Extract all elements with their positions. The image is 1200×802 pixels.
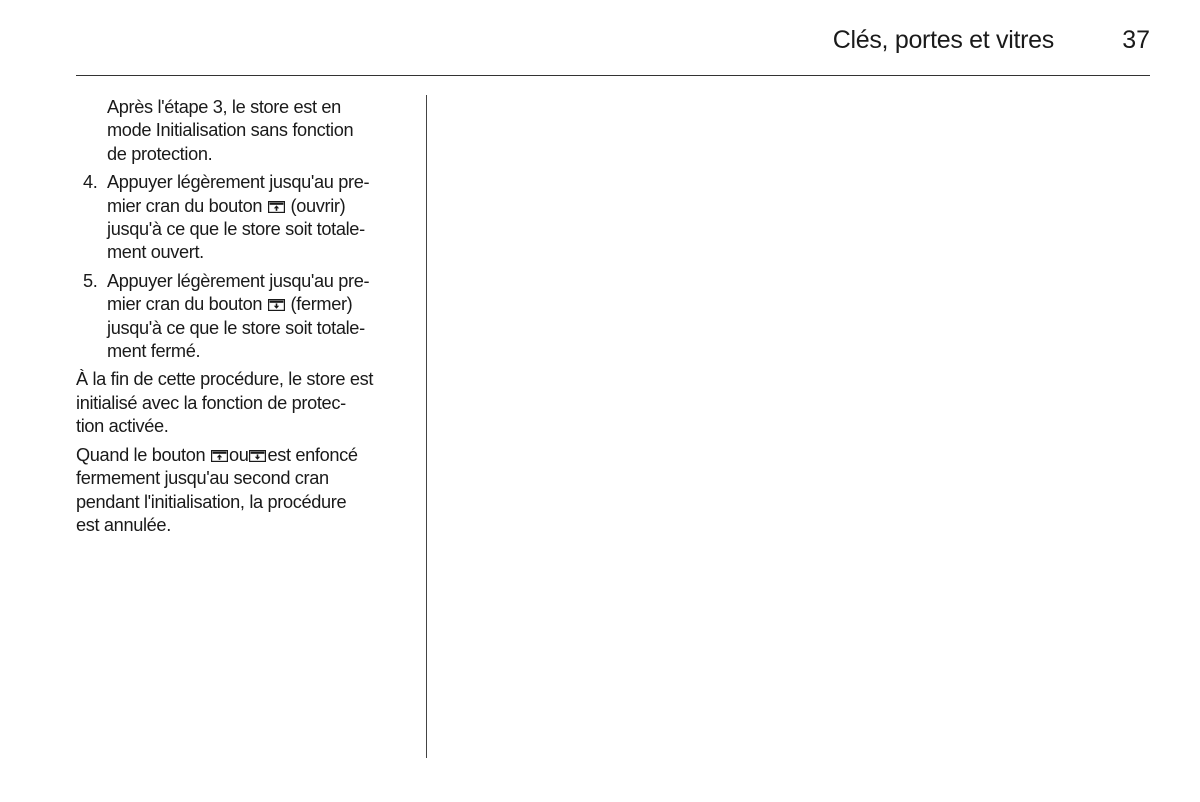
left-column <box>76 96 410 537</box>
text-fragment: ou <box>228 444 249 465</box>
text-line <box>107 195 410 218</box>
sunshade-close-button-icon <box>268 299 285 311</box>
intro-paragraph <box>76 96 410 166</box>
step-4 <box>76 171 410 265</box>
text-fragment: mier cran du bouton <box>107 294 263 315</box>
text-line: initialisé avec la fonction de protec- <box>76 392 346 413</box>
page-header <box>76 26 1150 56</box>
text-line: ment ouvert. <box>107 242 204 263</box>
step-5 <box>76 270 410 364</box>
paragraph-initialized <box>76 368 410 438</box>
text-line: Appuyer légèrement jusqu'au pre- <box>107 172 370 193</box>
step-number: 5. <box>83 270 98 291</box>
text-line: Appuyer légèrement jusqu'au pre- <box>107 270 370 291</box>
text-line: jusqu'à ce que le store soit totale- <box>107 219 365 240</box>
text-line: mode Initialisation sans fonction <box>107 120 354 141</box>
text-line <box>107 293 410 316</box>
text-line <box>76 444 410 467</box>
header-rule <box>76 75 1150 76</box>
text-line: jusqu'à ce que le store soit totale- <box>107 317 365 338</box>
text-line: est annulée. <box>76 514 171 535</box>
text-line: Après l'étape 3, le store est en <box>107 97 341 117</box>
sunshade-close-button-icon <box>249 450 266 462</box>
column-divider <box>426 95 427 758</box>
text-line: fermement jusqu'au second cran <box>76 468 329 489</box>
step-number: 4. <box>83 172 98 193</box>
text-fragment: (fermer) <box>290 294 353 315</box>
text-fragment: mier cran du bouton <box>107 195 263 216</box>
text-line: À la fin de cette procédure, le store est <box>76 369 374 390</box>
text-line: ment fermé. <box>107 341 201 362</box>
sunshade-open-button-icon <box>268 201 285 213</box>
text-fragment: est enfoncé <box>267 444 358 465</box>
text-fragment: Quand le bouton <box>76 444 206 465</box>
section-title: Clés, portes et vitres <box>832 26 1054 54</box>
page-number: 37 <box>1122 26 1150 54</box>
paragraph-cancel <box>76 444 410 538</box>
text-line: tion activée. <box>76 416 169 437</box>
text-fragment: (ouvrir) <box>290 195 346 216</box>
sunshade-open-button-icon <box>211 450 228 462</box>
text-line: pendant l'initialisation, la procédure <box>76 491 347 512</box>
text-line: de protection. <box>107 143 213 164</box>
